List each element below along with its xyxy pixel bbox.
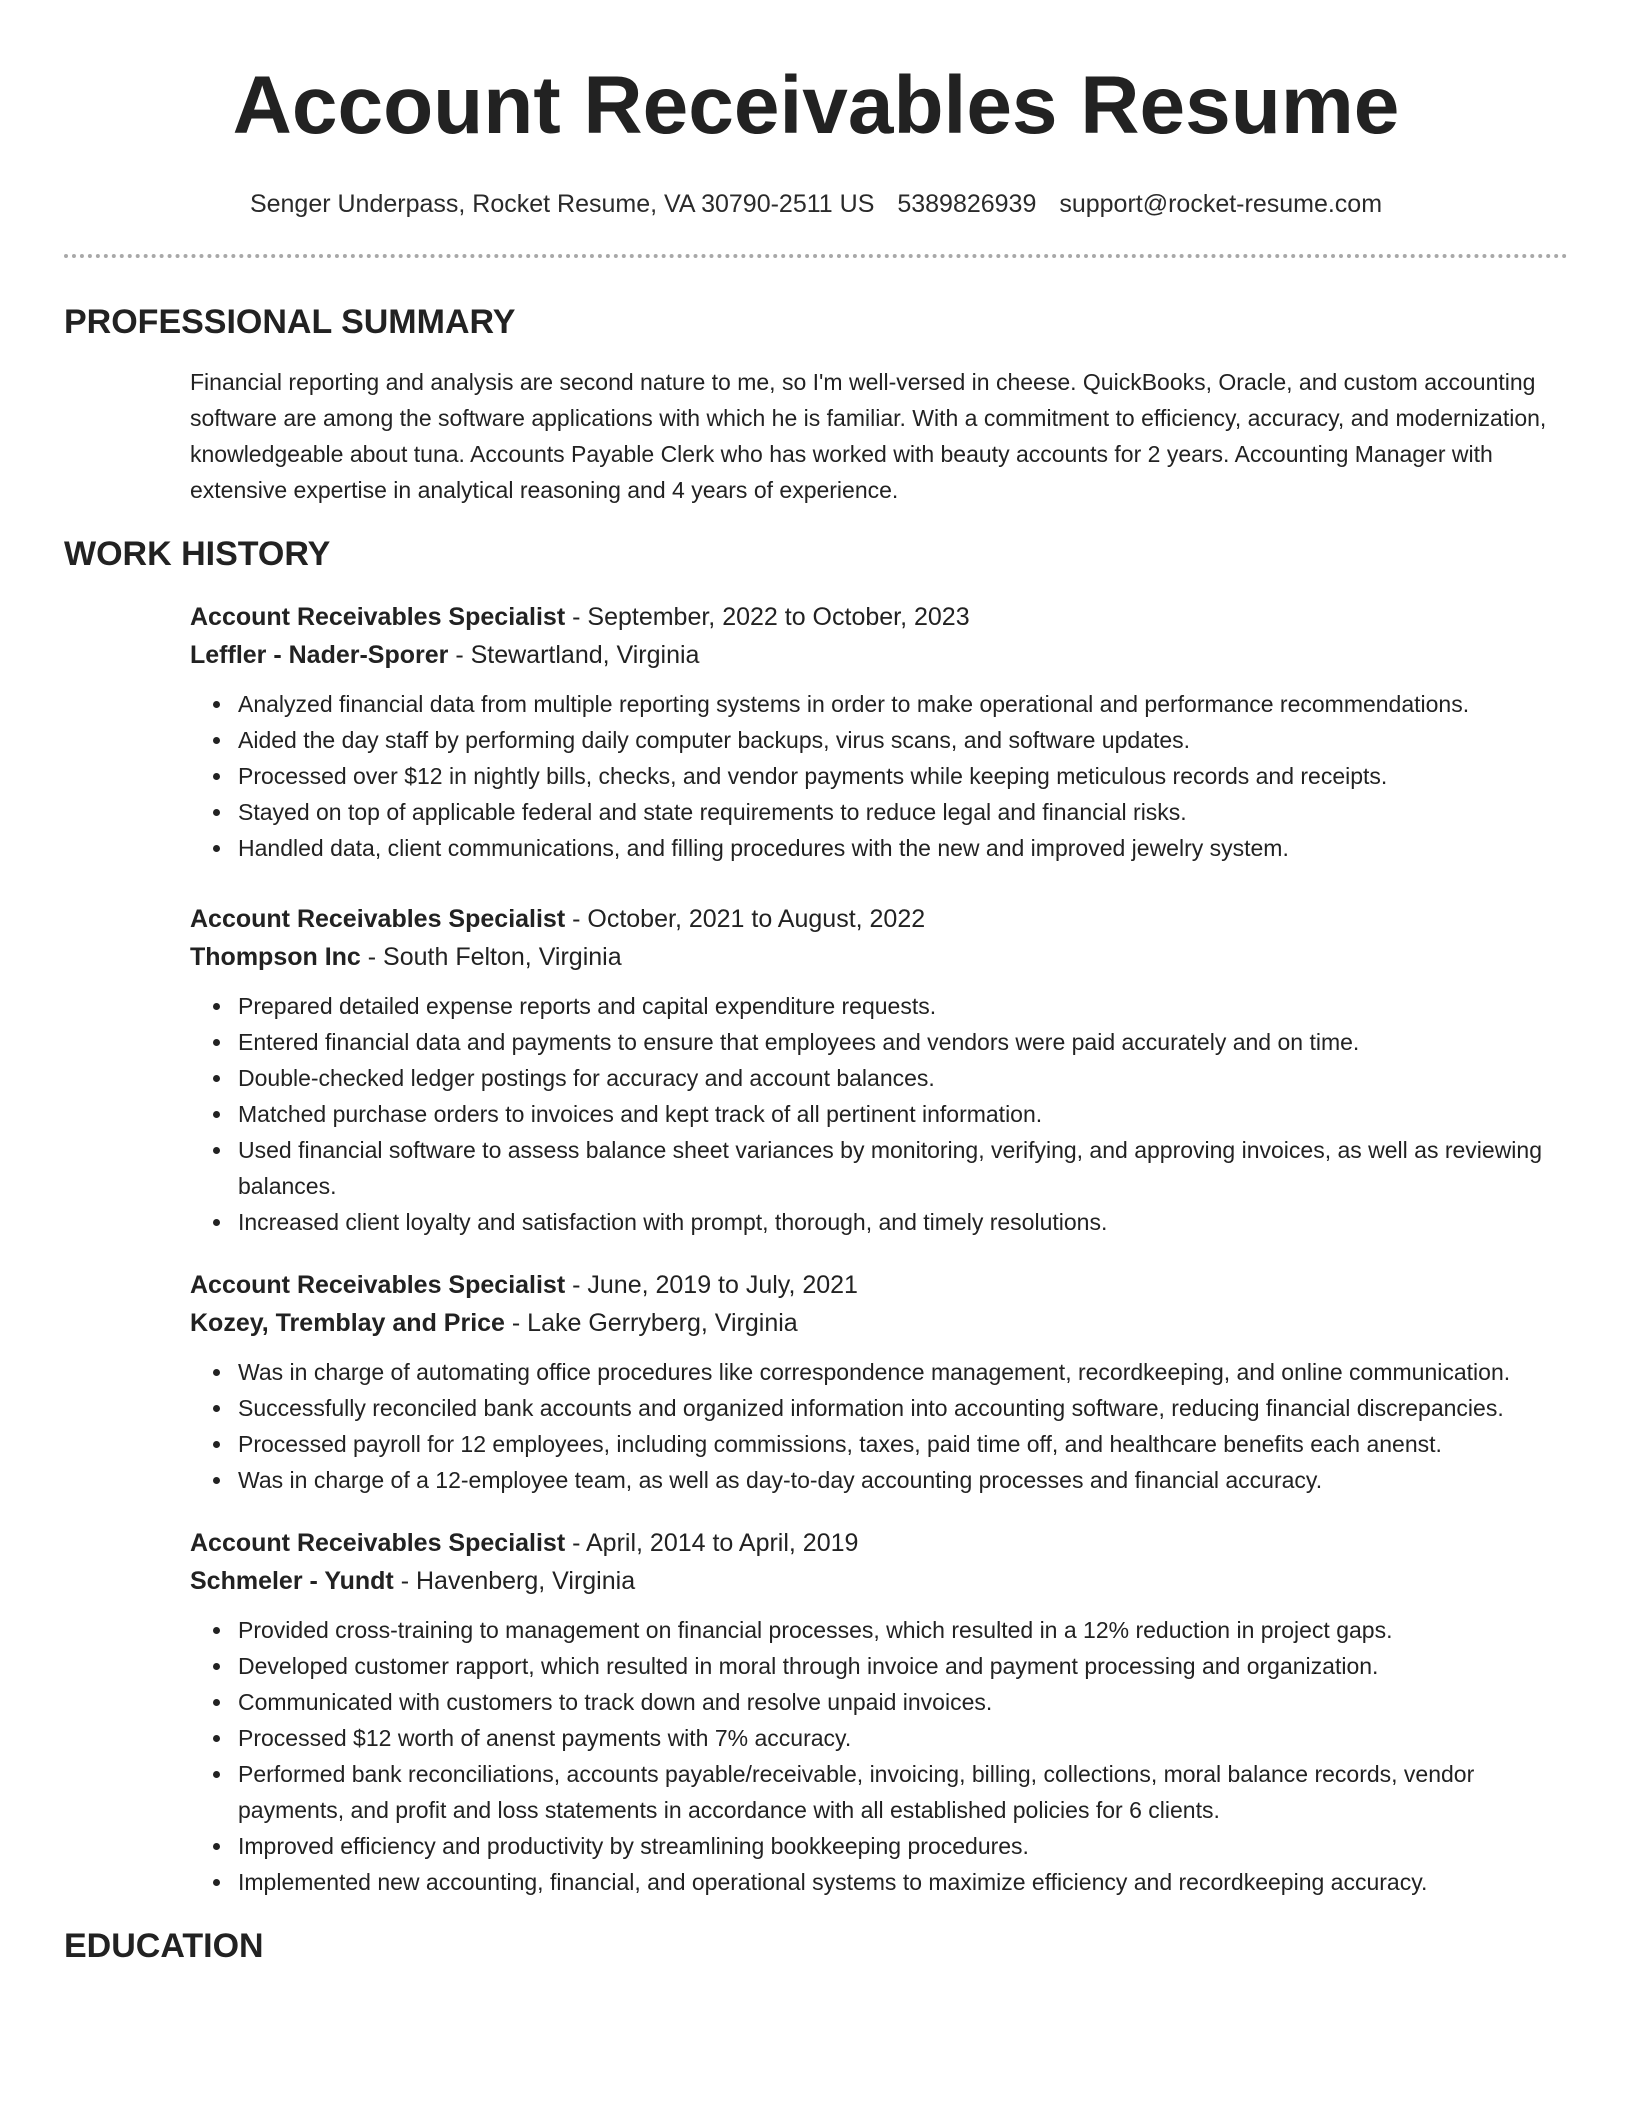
job-bullet: • Developed customer rapport, which resulted in moral through invoice and payment processing and organization. (234, 1648, 1568, 1684)
job-bullet: • Implemented new accounting, financial, and operational systems to maximize efficiency and recordkeeping accuracy. (234, 1864, 1568, 1900)
contact-email[interactable]: support@rocket-resume.com (1059, 190, 1383, 218)
job-bullet: • Processed over $12 in nightly bills, checks, and vendor payments while keeping meticulous records and receipts. (234, 758, 1568, 794)
header-divider (64, 254, 1568, 258)
job-role: Account Receivables Specialist (190, 905, 566, 933)
job-role: Account Receivables Specialist (190, 1271, 566, 1299)
job-bullet: • Performed bank reconciliations, accounts payable/receivable, invoicing, billing, collections, moral balance records, vendor payments, and profit and loss statements in accordance with all established policies for 6 clients. (234, 1756, 1568, 1828)
job-role: Account Receivables Specialist (190, 1529, 566, 1557)
job-entry (64, 1266, 1568, 1498)
job-bullet: • Was in charge of automating office procedures like correspondence management, recordkeeping, and online communication. (234, 1354, 1568, 1390)
job-bullet: • Handled data, client communications, and filling procedures with the new and improved jewelry system. (234, 830, 1568, 866)
job-bullet: • Improved efficiency and productivity by streamlining bookkeeping procedures. (234, 1828, 1568, 1864)
job-title-line (190, 900, 1568, 938)
contact-address: Senger Underpass, Rocket Resume, VA 30790-2511 US (249, 190, 875, 218)
job-bullet: • Entered financial data and payments to ensure that employees and vendors were paid accurately and on time. (234, 1024, 1568, 1060)
job-bullet: • Communicated with customers to track down and resolve unpaid invoices. (234, 1684, 1568, 1720)
job-bullet: • Successfully reconciled bank accounts and organized information into accounting software, reducing financial discrepancies. (234, 1390, 1568, 1426)
job-bullets (64, 988, 1568, 1240)
job-bullet: • Aided the day staff by performing daily computer backups, virus scans, and software updates. (234, 722, 1568, 758)
job-bullet: • Increased client loyalty and satisfaction with prompt, thorough, and timely resolutions. (234, 1204, 1568, 1240)
education-heading: EDUCATION (64, 1927, 264, 1965)
job-role: Account Receivables Specialist (190, 603, 566, 631)
job-company: Thompson Inc (190, 943, 361, 971)
work-history-list (64, 598, 1568, 1900)
resume-title: Account Receivables Resume (232, 60, 1400, 151)
job-bullet: • Provided cross-training to management on financial processes, which resulted in a 12% reduction in project gaps. (234, 1612, 1568, 1648)
job-location: - Stewartland, Virginia (448, 641, 700, 669)
job-entry (64, 900, 1568, 1240)
job-entry (64, 1524, 1568, 1900)
contact-line (64, 188, 1568, 220)
job-company-line (190, 938, 1568, 976)
job-bullet: • Processed $12 worth of anenst payments with 7% accuracy. (234, 1720, 1568, 1756)
job-bullet: • Used financial software to assess balance sheet variances by monitoring, verifying, and approving invoices, as well as reviewing balances. (234, 1132, 1568, 1204)
job-bullets (64, 1612, 1568, 1900)
job-bullets (64, 686, 1568, 866)
work-history-heading: WORK HISTORY (64, 535, 331, 573)
job-bullet: • Processed payroll for 12 employees, including commissions, taxes, paid time off, and healthcare benefits each anenst. (234, 1426, 1568, 1462)
job-title-line (190, 1266, 1568, 1304)
job-company-line (190, 636, 1568, 674)
job-dates: - April, 2014 to April, 2019 (565, 1529, 859, 1557)
job-bullet: • Analyzed financial data from multiple reporting systems in order to make operational and performance recommendations. (234, 686, 1568, 722)
job-bullet: • Double-checked ledger postings for accuracy and account balances. (234, 1060, 1568, 1096)
resume-page (64, 0, 1568, 1966)
job-company-line (190, 1304, 1568, 1342)
summary-heading: PROFESSIONAL SUMMARY (64, 303, 516, 341)
job-company-line (190, 1562, 1568, 1600)
job-title-line (190, 598, 1568, 636)
job-bullet: • Was in charge of a 12-employee team, as well as day-to-day accounting processes and financial accuracy. (234, 1462, 1568, 1498)
contact-phone[interactable]: 5389826939 (897, 190, 1037, 218)
job-location: - Lake Gerryberg, Virginia (504, 1309, 798, 1337)
job-dates: - June, 2019 to July, 2021 (565, 1271, 858, 1299)
job-location: - South Felton, Virginia (360, 943, 622, 971)
job-company: Kozey, Tremblay and Price (190, 1309, 505, 1337)
job-entry (64, 598, 1568, 866)
job-bullet: • Matched purchase orders to invoices and kept track of all pertinent information. (234, 1096, 1568, 1132)
job-bullets (64, 1354, 1568, 1498)
job-company: Schmeler - Yundt (190, 1567, 394, 1595)
job-title-line (190, 1524, 1568, 1562)
job-bullet: • Prepared detailed expense reports and capital expenditure requests. (234, 988, 1568, 1024)
summary-text: Financial reporting and analysis are second nature to me, so I'm well-versed in cheese. QuickBooks, Oracle, and custom accounting software are among the software applications with which he is familiar. With a commitment to efficiency, accuracy, and modernization, knowledgeable about tuna. Accounts Payable Clerk who has worked with beauty accounts for 2 years. Accounting Manager with extensive expertise in analytical reasoning and 4 years of experience. (190, 369, 1547, 503)
job-location: - Havenberg, Virginia (393, 1567, 636, 1595)
job-company: Leffler - Nader-Sporer (190, 641, 449, 669)
job-dates: - September, 2022 to October, 2023 (565, 603, 970, 631)
job-bullet: • Stayed on top of applicable federal and state requirements to reduce legal and financial risks. (234, 794, 1568, 830)
job-dates: - October, 2021 to August, 2022 (565, 905, 926, 933)
